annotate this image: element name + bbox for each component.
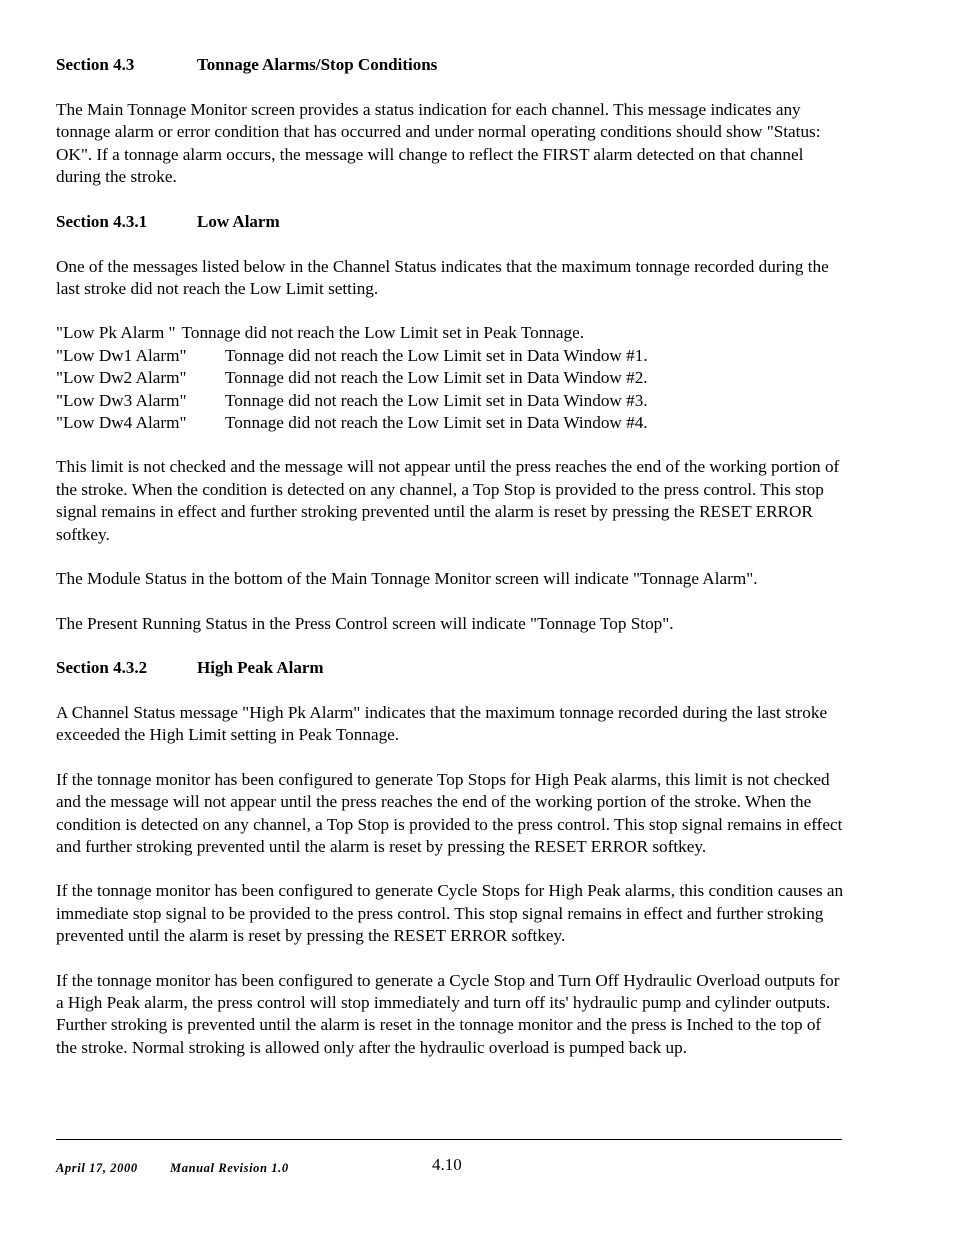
section-number: Section 4.3.1 [56, 211, 148, 231]
paragraph-low-alarm-intro: One of the messages listed below in the Channel Status indicates that the maximum tonnage recorded during the last stroke did not reach the Low Limit setting. [56, 256, 829, 299]
paragraph-running-status: The Present Running Status in the Press Control screen will indicate "Tonnage Top Stop". [56, 613, 674, 633]
alarm-code: "Low Dw3 Alarm" [56, 390, 187, 410]
paragraph-low-limit-check: This limit is not checked and the message will not appear until the press reaches the end of the working portion of the stroke. When the condition is detected on any channel, a Top Stop is provided to the press control. This stop signal remains in effect and further stroking prevented until the alarm is reset by pressing the RESET ERROR softkey. [56, 457, 840, 544]
section-title: Low Alarm [197, 211, 280, 231]
alarm-code: "Low Pk Alarm " [56, 323, 176, 343]
footer-divider [56, 1139, 842, 1140]
paragraph-cycle-stop-config: If the tonnage monitor has been configured to generate Cycle Stops for High Peak alarms, this condition causes an immediate stop signal to be provided to the press control. This stop signal remains in effect and further stroking prevented until the alarm is reset by pressing the RESET ERROR softkey. [56, 881, 844, 946]
footer-revision: Manual Revision 1.0 [170, 1161, 289, 1175]
section-number: Section 4.3 [56, 55, 135, 74]
paragraph-hydraulic-overload-config: If the tonnage monitor has been configured to generate a Cycle Stop and Turn Off Hydraulic Overload outputs for a High Peak alarm, the press control will stop immediately and turn off its' hydraulic pump and cylinder outputs. Further stroking is prevented until the alarm is reset in the tonnage monitor and the press is Inched to the top of the stroke. Normal stroking is allowed only after the hydraulic overload is pumped back up. [56, 970, 840, 1057]
section-heading-4-3 [56, 54, 846, 76]
alarm-message-list [56, 322, 846, 434]
paragraph-top-stop-config: If the tonnage monitor has been configured to generate Top Stops for High Peak alarms, this limit is not checked and the message will not appear until the press reaches the end of the working portion of the stroke. When the condition is detected on any channel, a Top Stop is provided to the press control. This stop signal remains in effect and further stroking prevented until the alarm is reset by pressing the RESET ERROR softkey. [56, 769, 843, 856]
alarm-code: "Low Dw1 Alarm" [56, 345, 187, 365]
section-title: High Peak Alarm [197, 657, 324, 677]
alarm-description: Tonnage did not reach the Low Limit set in Data Window #3. [225, 390, 648, 410]
alarm-description: Tonnage did not reach the Low Limit set in Data Window #2. [225, 368, 648, 388]
paragraph-status-intro: The Main Tonnage Monitor screen provides a status indication for each channel. This message indicates any tonnage alarm or error condition that has occurred and under normal operating conditions should show "Status: OK". If a tonnage alarm occurs, the message will change to reflect the FIRST alarm detected on that channel during the stroke. [56, 100, 821, 187]
alarm-code: "Low Dw4 Alarm" [56, 413, 187, 433]
alarm-message-row [56, 345, 846, 367]
alarm-message-row [56, 412, 846, 434]
alarm-description: Tonnage did not reach the Low Limit set in Peak Tonnage. [181, 323, 585, 343]
section-heading-4-3-1 [56, 211, 846, 233]
alarm-message-row [56, 367, 846, 389]
paragraph-high-peak-intro: A Channel Status message "High Pk Alarm" indicates that the maximum tonnage recorded during the last stroke exceeded the High Limit setting in Peak Tonnage. [56, 702, 828, 745]
alarm-description: Tonnage did not reach the Low Limit set in Data Window #1. [225, 345, 648, 365]
alarm-message-row [56, 390, 846, 412]
section-heading-4-3-2 [56, 657, 846, 679]
page-body [56, 54, 846, 1081]
page-number: 4.10 [432, 1155, 462, 1174]
alarm-description: Tonnage did not reach the Low Limit set in Data Window #4. [225, 413, 648, 433]
alarm-message-row [56, 322, 846, 344]
alarm-code: "Low Dw2 Alarm" [56, 368, 187, 388]
section-title: Tonnage Alarms/Stop Conditions [197, 55, 438, 74]
section-number: Section 4.3.2 [56, 657, 148, 677]
paragraph-module-status: The Module Status in the bottom of the Main Tonnage Monitor screen will indicate "Tonnage Alarm". [56, 569, 758, 589]
footer-date: April 17, 2000 [56, 1161, 138, 1175]
